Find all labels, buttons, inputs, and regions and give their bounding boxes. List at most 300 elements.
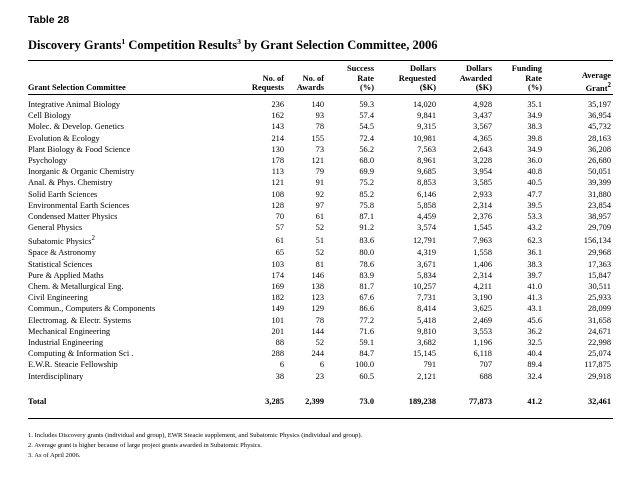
- table-row: [28, 121, 613, 132]
- table-cell: 31,658: [587, 315, 611, 325]
- committee-name-text: Interdisciplinary: [28, 371, 84, 381]
- column-header-line: Average: [581, 71, 611, 81]
- column-header: [242, 62, 286, 93]
- table-cell: 29,709: [587, 223, 611, 233]
- committee-name: [28, 259, 242, 270]
- table-cell: 40.8: [527, 167, 542, 177]
- table-cell: 38: [275, 371, 284, 381]
- table-cell: 2,643: [473, 144, 492, 154]
- committee-name-text: Electromag. & Electr. Systems: [28, 315, 132, 325]
- table-cell: 36,208: [587, 144, 611, 154]
- table-cell: 39,399: [587, 178, 611, 188]
- table-cell: 39.7: [527, 270, 542, 280]
- table-cell: 3,574: [417, 223, 436, 233]
- table-cell: 81: [315, 259, 324, 269]
- table-cell: 6,146: [417, 189, 436, 199]
- table-cell: 3,954: [473, 167, 492, 177]
- table-cell: 87.1: [359, 212, 374, 222]
- committee-name: [28, 270, 242, 281]
- table-cell: 53.3: [527, 212, 542, 222]
- table-cell: 182: [271, 293, 284, 303]
- table-cell: 162: [271, 111, 284, 121]
- table-cell: 73: [315, 144, 324, 154]
- committee-name-text: Industrial Engineering: [28, 338, 104, 348]
- table-cell: 1,545: [473, 223, 492, 233]
- table-row: [28, 303, 613, 314]
- title-part-2: Competition Results: [125, 38, 238, 52]
- table-cell: 80.0: [359, 248, 374, 258]
- table-row: [28, 177, 613, 188]
- table-cell: 169: [271, 282, 284, 292]
- table-cell: 2,376: [473, 212, 492, 222]
- table-cell: 236: [271, 100, 284, 109]
- table-cell: 40.4: [527, 349, 542, 359]
- column-header-line: Grant Selection Committee: [28, 83, 126, 93]
- table-cell: 34.9: [527, 144, 542, 154]
- table-cell: 22,998: [587, 338, 611, 348]
- table-cell: 75.2: [359, 178, 374, 188]
- table-cell: 156,134: [583, 235, 611, 245]
- table-cell: 41.0: [527, 282, 542, 292]
- table-cell: 91.2: [359, 223, 374, 233]
- title-footnote-ref-1: 1: [121, 36, 126, 46]
- table-cell: 4,459: [417, 212, 436, 222]
- table-cell: 89.4: [527, 360, 542, 370]
- table-cell: 10,981: [412, 133, 436, 143]
- table-cell: 26,680: [587, 156, 611, 166]
- column-header-line: Awarded: [459, 73, 492, 83]
- table-cell: 12,791: [412, 235, 436, 245]
- table-cell: 4,365: [473, 133, 492, 143]
- table-cell: 24,671: [587, 326, 611, 336]
- column-header: [326, 62, 376, 93]
- column-header-line: Requested: [398, 73, 436, 83]
- table-cell: 17,363: [587, 259, 611, 269]
- table-body: [28, 93, 613, 408]
- table-cell: 7,563: [417, 144, 436, 154]
- table-cell: 32.4: [527, 371, 542, 381]
- table-cell: 1,558: [473, 248, 492, 258]
- committee-name-text: Evolution & Ecology: [28, 133, 100, 143]
- table-row: [28, 155, 613, 166]
- table-cell: 57.4: [359, 111, 374, 121]
- table-row: [28, 211, 613, 222]
- footnote-1: 1. Includes Discovery grants (individual and group), EWR Steacie supplement, and Subatomic Physics (individual and group).: [28, 432, 363, 439]
- table-cell: 25,933: [587, 293, 611, 303]
- table-cell: 15,847: [587, 270, 611, 280]
- table-cell: 78.6: [359, 259, 374, 269]
- table-row: [28, 222, 613, 233]
- table-cell: 41.3: [527, 293, 542, 303]
- table-cell: 121: [311, 156, 324, 166]
- table-cell: 43.2: [527, 223, 542, 233]
- table-cell: 31,880: [587, 189, 611, 199]
- column-header-line: Funding: [511, 64, 542, 74]
- table-cell: 52: [315, 223, 324, 233]
- committee-name: [28, 247, 242, 258]
- table-cell: 56.2: [359, 144, 374, 154]
- table-cell: 97: [315, 200, 324, 210]
- table-cell: 36.0: [527, 156, 542, 166]
- header-row: [28, 62, 613, 93]
- table-cell: 60.5: [359, 371, 374, 381]
- table-cell: 6: [319, 360, 324, 370]
- table-cell: 146: [311, 270, 324, 280]
- table-cell: 51: [315, 235, 324, 245]
- column-header-line: (%): [528, 83, 542, 93]
- column-header-line: No. of: [302, 73, 324, 83]
- title-part-3: by Grant Selection Committee, 2006: [240, 38, 438, 52]
- committee-name: [28, 144, 242, 155]
- table-cell: 39.5: [527, 200, 542, 210]
- committee-name: [28, 99, 242, 110]
- table-row: [28, 337, 613, 348]
- table-cell: 61: [275, 235, 284, 245]
- committee-name: [28, 211, 242, 222]
- table-cell: 4,319: [417, 248, 436, 258]
- table-cell: 83.9: [359, 270, 374, 280]
- table-cell: 65: [275, 248, 284, 258]
- table-cell: 83.6: [359, 235, 374, 245]
- table-cell: 123: [311, 293, 324, 303]
- committee-name-text: Subatomic Physics: [28, 237, 92, 247]
- table-row: [28, 133, 613, 144]
- table-cell: 791: [423, 360, 436, 370]
- committee-name-text: Integrative Animal Biology: [28, 100, 121, 109]
- committee-name-text: Mechanical Engineering: [28, 326, 111, 336]
- committee-name: [28, 133, 242, 144]
- table-cell: 50,051: [587, 167, 611, 177]
- table-cell: 4,928: [473, 100, 492, 109]
- table-cell: 2,469: [473, 315, 492, 325]
- committee-name-text: Computing & Information Sci .: [28, 349, 134, 359]
- column-header: [438, 62, 494, 93]
- committee-name-text: E.W.R. Steacie Fellowship: [28, 360, 118, 370]
- table-cell: 25,074: [587, 349, 611, 359]
- table-label: Table 28: [28, 14, 70, 26]
- column-header-line: Grant: [585, 83, 608, 93]
- committee-name-text: Space & Astronomy: [28, 248, 96, 258]
- table-cell: 100.0: [355, 360, 374, 370]
- table-row: [28, 371, 613, 382]
- table-cell: 45.6: [527, 315, 542, 325]
- table-cell: 3,567: [473, 122, 492, 132]
- committee-name: [28, 166, 242, 177]
- table-cell: 81.7: [359, 282, 374, 292]
- column-header-line: Dollars: [465, 64, 492, 74]
- committee-name-text: Statistical Sciences: [28, 259, 93, 269]
- table-cell: 78: [315, 315, 324, 325]
- table-row: [28, 144, 613, 155]
- column-header: [286, 62, 326, 93]
- column-header-line: Rate: [525, 73, 542, 83]
- committee-name-text: Inorganic & Organic Chemistry: [28, 167, 135, 177]
- table-cell: 40.5: [527, 178, 542, 188]
- table-cell: 14,020: [412, 100, 436, 109]
- table-row: [28, 359, 613, 370]
- column-header-line: ($K): [475, 83, 492, 93]
- table-cell: 54.5: [359, 122, 374, 132]
- committee-name-text: General Physics: [28, 223, 83, 233]
- table-cell: 79: [315, 167, 324, 177]
- table-cell: 36,954: [587, 111, 611, 121]
- spacer-cell: [28, 382, 242, 396]
- table-cell: 9,315: [417, 122, 436, 132]
- table-cell: 85.2: [359, 189, 374, 199]
- table-cell: 38.3: [527, 259, 542, 269]
- column-header-line: Awards: [296, 83, 324, 93]
- table-cell: 8,853: [417, 178, 436, 188]
- table-cell: 47.7: [527, 189, 542, 199]
- table-row: [28, 281, 613, 292]
- table-cell: 93: [315, 111, 324, 121]
- table-row: [28, 247, 613, 258]
- table-row: [28, 189, 613, 200]
- table-cell: 113: [271, 167, 284, 177]
- table-cell: 3,437: [473, 111, 492, 121]
- table-cell: 3,671: [417, 259, 436, 269]
- table-cell: 128: [271, 200, 284, 210]
- table-cell: 38.3: [527, 122, 542, 132]
- table-cell: 178: [271, 156, 284, 166]
- table-cell: 3,190: [473, 293, 492, 303]
- total-cell: 2,399: [305, 397, 324, 407]
- top-rule: [28, 60, 613, 61]
- table-cell: 244: [311, 349, 324, 359]
- table-cell: 36.1: [527, 248, 542, 258]
- table-cell: 30,511: [588, 282, 611, 292]
- column-header-line: Rate: [357, 73, 374, 83]
- committee-name-text: Anal. & Phys. Chemistry: [28, 178, 113, 188]
- table-cell: 3,585: [473, 178, 492, 188]
- committee-name-text: Chem. & Metallurgical Eng.: [28, 282, 124, 292]
- committee-name: [28, 155, 242, 166]
- total-cell: 41.2: [527, 397, 542, 407]
- column-header: [544, 62, 613, 93]
- committee-name: [28, 337, 242, 348]
- table-cell: 174: [271, 270, 284, 280]
- table-cell: 2,314: [473, 270, 492, 280]
- table-cell: 29,968: [587, 248, 611, 258]
- table-cell: 43.1: [527, 304, 542, 314]
- committee-name: [28, 177, 242, 188]
- column-header: [494, 62, 544, 93]
- table-cell: 62.3: [527, 235, 542, 245]
- table-cell: 67.6: [359, 293, 374, 303]
- table-cell: 688: [479, 371, 492, 381]
- committee-name-text: Cell Biology: [28, 111, 72, 121]
- table-cell: 39.8: [527, 133, 542, 143]
- committee-name-text: Psychology: [28, 156, 68, 166]
- table-cell: 143: [271, 122, 284, 132]
- column-header-footnote-ref: 2: [607, 80, 611, 89]
- table-cell: 35.1: [527, 100, 542, 109]
- column-header-line: Success: [347, 64, 374, 74]
- table-cell: 57: [275, 223, 284, 233]
- table-cell: 28,163: [587, 133, 611, 143]
- total-cell: 77,873: [468, 397, 492, 407]
- table-cell: 138: [311, 282, 324, 292]
- committee-name-text: Plant Biology & Food Science: [28, 144, 131, 154]
- table-cell: 34.9: [527, 111, 542, 121]
- table-row: [28, 315, 613, 326]
- table-cell: 86.6: [359, 304, 374, 314]
- table-cell: 35,197: [587, 100, 611, 109]
- table-cell: 103: [271, 259, 284, 269]
- table-cell: 6,118: [473, 349, 492, 359]
- column-header-line: No. of: [262, 73, 284, 83]
- committee-name: [28, 348, 242, 359]
- total-row: [28, 396, 613, 408]
- table-cell: 23,854: [587, 200, 611, 210]
- committee-name: [28, 200, 242, 211]
- table-cell: 2,314: [473, 200, 492, 210]
- committee-name-text: Condensed Matter Physics: [28, 212, 118, 222]
- table-cell: 69.9: [359, 167, 374, 177]
- table-cell: 1,406: [473, 259, 492, 269]
- table-cell: 130: [271, 144, 284, 154]
- table-cell: 68.0: [359, 156, 374, 166]
- committee-name-text: Solid Earth Sciences: [28, 189, 98, 199]
- table-cell: 75.8: [359, 200, 374, 210]
- committee-name: [28, 233, 242, 247]
- table-cell: 32.5: [527, 338, 542, 348]
- table-cell: 288: [271, 349, 284, 359]
- table-cell: 29,918: [587, 371, 611, 381]
- table-cell: 10,257: [412, 282, 436, 292]
- table-cell: 121: [271, 178, 284, 188]
- committee-name: [28, 292, 242, 303]
- table-row: [28, 326, 613, 337]
- table-cell: 5,858: [417, 200, 436, 210]
- table-cell: 214: [271, 133, 284, 143]
- committee-footnote-ref: 2: [91, 234, 96, 243]
- table-cell: 9,841: [417, 111, 436, 121]
- table-cell: 9,685: [417, 167, 436, 177]
- table-row: [28, 99, 613, 110]
- grants-table: [28, 62, 613, 408]
- table-row: [28, 292, 613, 303]
- total-cell: 3,285: [265, 397, 284, 407]
- table-row: [28, 166, 613, 177]
- committee-name: [28, 315, 242, 326]
- table-cell: 140: [311, 100, 324, 109]
- committee-name: [28, 371, 242, 382]
- table-cell: 84.7: [359, 349, 374, 359]
- title-part-1: Discovery Grants: [28, 38, 122, 52]
- table-cell: 2,933: [473, 189, 492, 199]
- table-cell: 2,121: [417, 371, 436, 381]
- table-cell: 117,875: [584, 360, 611, 370]
- committee-name: [28, 303, 242, 314]
- table-cell: 3,553: [473, 326, 492, 336]
- table-cell: 4,211: [473, 282, 492, 292]
- committee-name: [28, 110, 242, 121]
- table-cell: 38,957: [587, 212, 611, 222]
- total-cell: 32,461: [587, 397, 611, 407]
- committee-name: [28, 121, 242, 132]
- committee-name-text: Pure & Applied Maths: [28, 270, 104, 280]
- table-cell: 3,228: [473, 156, 492, 166]
- table-cell: 28,099: [587, 304, 611, 314]
- column-header: [376, 62, 438, 93]
- table-row: [28, 348, 613, 359]
- table-cell: 72.4: [359, 133, 374, 143]
- column-header: [28, 62, 242, 93]
- table-cell: 5,834: [417, 270, 436, 280]
- table-cell: 3,625: [473, 304, 492, 314]
- table-cell: 7,731: [417, 293, 436, 303]
- table-cell: 36.2: [527, 326, 542, 336]
- table-cell: 155: [311, 133, 324, 143]
- table-cell: 77.2: [359, 315, 374, 325]
- committee-name: [28, 359, 242, 370]
- table-row: [28, 200, 613, 211]
- table-row: [28, 259, 613, 270]
- table-cell: 78: [315, 122, 324, 132]
- committee-name: [28, 281, 242, 292]
- table-cell: 71.6: [359, 326, 374, 336]
- table-cell: 129: [311, 304, 324, 314]
- total-cell: 189,238: [408, 397, 436, 407]
- footnote-3: 3. As of April 2006.: [28, 452, 81, 459]
- committee-name-text: Molec. & Develop. Genetics: [28, 122, 125, 132]
- table-row: [28, 270, 613, 281]
- table-cell: 8,414: [417, 304, 436, 314]
- table-row: [28, 110, 613, 121]
- total-label: Total: [28, 397, 47, 407]
- table-cell: 91: [315, 178, 324, 188]
- table-cell: 5,418: [417, 315, 436, 325]
- table-cell: 61: [315, 212, 324, 222]
- table-cell: 6: [279, 360, 284, 370]
- committee-name: [28, 189, 242, 200]
- table-cell: 15,145: [412, 349, 436, 359]
- table-cell: 1,196: [473, 338, 492, 348]
- table-cell: 707: [479, 360, 492, 370]
- table-cell: 108: [271, 189, 284, 199]
- table-cell: 7,963: [473, 235, 492, 245]
- bottom-rule: [28, 418, 613, 419]
- total-cell: 73.0: [359, 397, 374, 407]
- table-cell: 144: [311, 326, 324, 336]
- table-cell: 201: [271, 326, 284, 336]
- column-header-line: Requests: [251, 83, 284, 93]
- table-cell: 59.3: [359, 100, 374, 109]
- table-cell: 88: [275, 338, 284, 348]
- table-cell: 23: [315, 371, 324, 381]
- committee-name-text: Commun., Computers & Components: [28, 304, 156, 314]
- committee-name-text: Civil Engineering: [28, 293, 88, 303]
- table-cell: 9,810: [417, 326, 436, 336]
- column-header-line: Dollars: [409, 64, 436, 74]
- table-cell: 3,682: [417, 338, 436, 348]
- title-footnote-ref-3: 3: [237, 36, 241, 46]
- table-cell: 45,732: [587, 122, 611, 132]
- column-header-line: ($K): [419, 83, 436, 93]
- table-cell: 52: [315, 338, 324, 348]
- table-cell: 59.1: [359, 338, 374, 348]
- committee-name-text: Environmental Earth Sciences: [28, 200, 130, 210]
- spacer-row: [28, 382, 613, 396]
- table-cell: 101: [271, 315, 284, 325]
- table-cell: 70: [275, 212, 284, 222]
- footnote-2: 2. Average grant is higher because of large project grants awarded in Subatomic Physics.: [28, 442, 262, 449]
- committee-name: [28, 222, 242, 233]
- committee-name: [28, 326, 242, 337]
- table-cell: 8,961: [417, 156, 436, 166]
- table-cell: 52: [315, 248, 324, 258]
